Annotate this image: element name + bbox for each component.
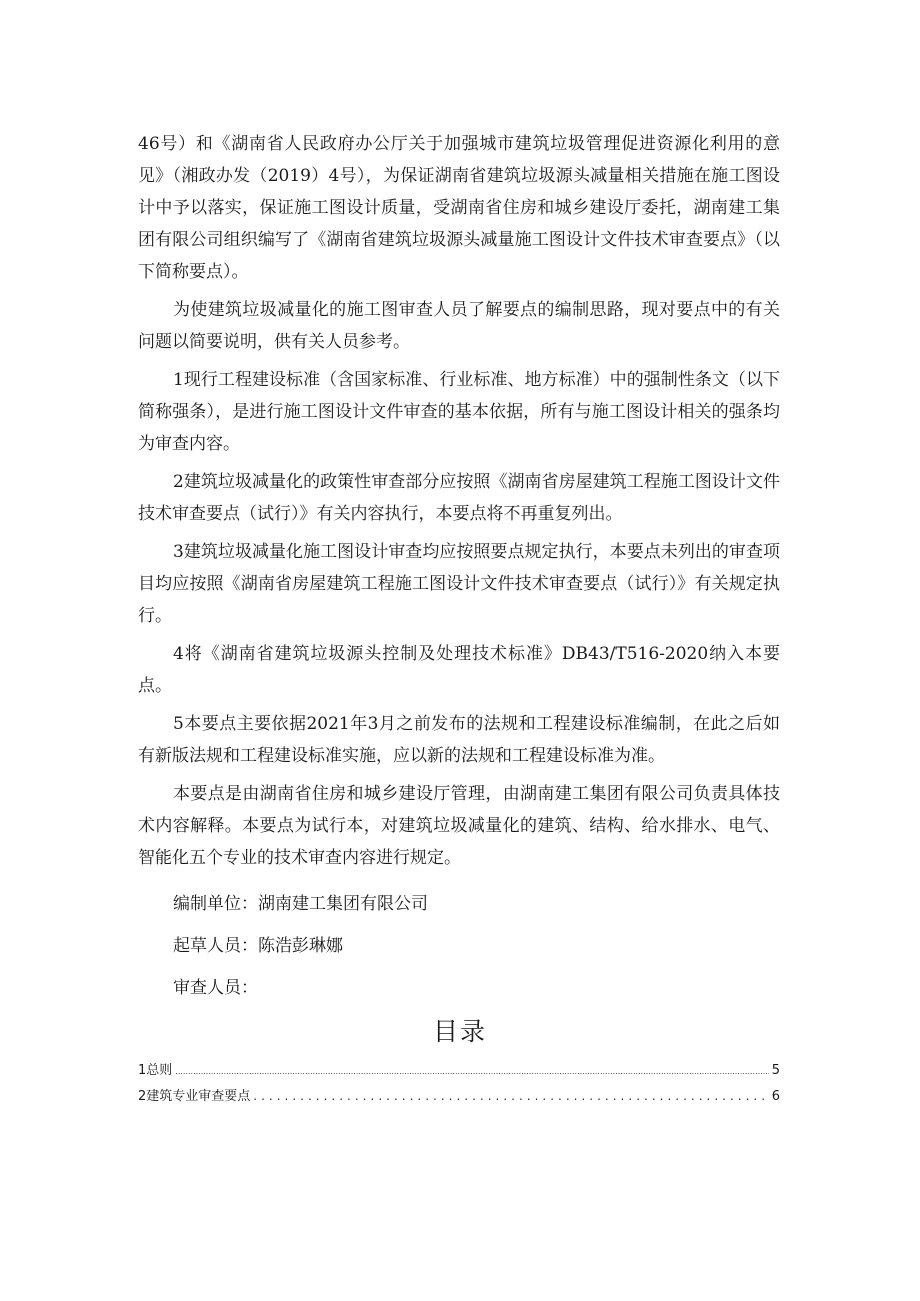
toc-title: 目录 [432,1017,487,1046]
toc-leader-dots [175,1059,768,1084]
paragraph-item-3: 3建筑垃圾减量化施工图设计审查均应按照要点规定执行，本要点未列出的审查项目均应按照《湖南省房屋建筑工程施工图设计文件技术审查要点（试行）》有关规定执行。 [138,542,780,626]
compiler-line: 编制单位：湖南建工集团有限公司 [173,894,428,914]
toc-entry-general[interactable] [138,1059,780,1084]
paragraph-scope: 本要点是由湖南省住房和城乡建设厅管理，由湖南建工集团有限公司负责具体技术内容解释。本要点为试行本，对建筑垃圾减量化的建筑、结构、给水排水、电气、智能化五个专业的技术审查内容进行规定。 [138,784,780,868]
reviewers-line: 审查人员： [173,978,258,998]
toc-entry-label: 1总则 [138,1063,173,1078]
toc-leader-dots [253,1084,768,1109]
document-body [138,128,780,1014]
paragraph-intro: 46号）和《湖南省人民政府办公厅关于加强城市建筑垃圾管理促进资源化利用的意见》（湘政办发（2019）4号），为保证湖南省建筑垃圾源头减量相关措施在施工图设计中予以落实，保证施工图设计质量，受湖南省住房和城乡建设厅委托，湖南建工集团有限公司组织编写了《湖南省建筑垃圾源头减量施工图设计文件技术审查要点》（以下简称要点）。 [138,134,780,282]
paragraph-item-2: 2建筑垃圾减量化的政策性审查部分应按照《湖南省房屋建筑工程施工图设计文件技术审查要点（试行）》有关内容执行，本要点将不再重复列出。 [138,472,780,524]
drafters-line: 起草人员：陈浩彭琳娜 [173,936,343,956]
toc-entry-label: 2建筑专业审查要点 [138,1089,251,1104]
toc-entry-architecture[interactable] [138,1084,780,1109]
toc-entry-page: 6 [771,1089,780,1104]
paragraph-item-5: 5本要点主要依据2021年3月之前发布的法规和工程建设标准编制，在此之后如有新版法规和工程建设标准实施，应以新的法规和工程建设标准为准。 [138,714,780,766]
toc-entry-page: 5 [771,1063,780,1078]
paragraph-item-1: 1现行工程建设标准（含国家标准、行业标准、地方标准）中的强制性条文（以下简称强条），是进行施工图设计文件审查的基本依据，所有与施工图设计相关的强条均为审查内容。 [138,370,780,454]
table-of-contents [138,1059,780,1109]
paragraph-purpose: 为使建筑垃圾减量化的施工图审查人员了解要点的编制思路，现对要点中的有关问题以简要说明，供有关人员参考。 [138,300,780,352]
paragraph-item-4: 4将《湖南省建筑垃圾源头控制及处理技术标准》DB43/T516-2020纳入本要点。 [138,644,780,696]
